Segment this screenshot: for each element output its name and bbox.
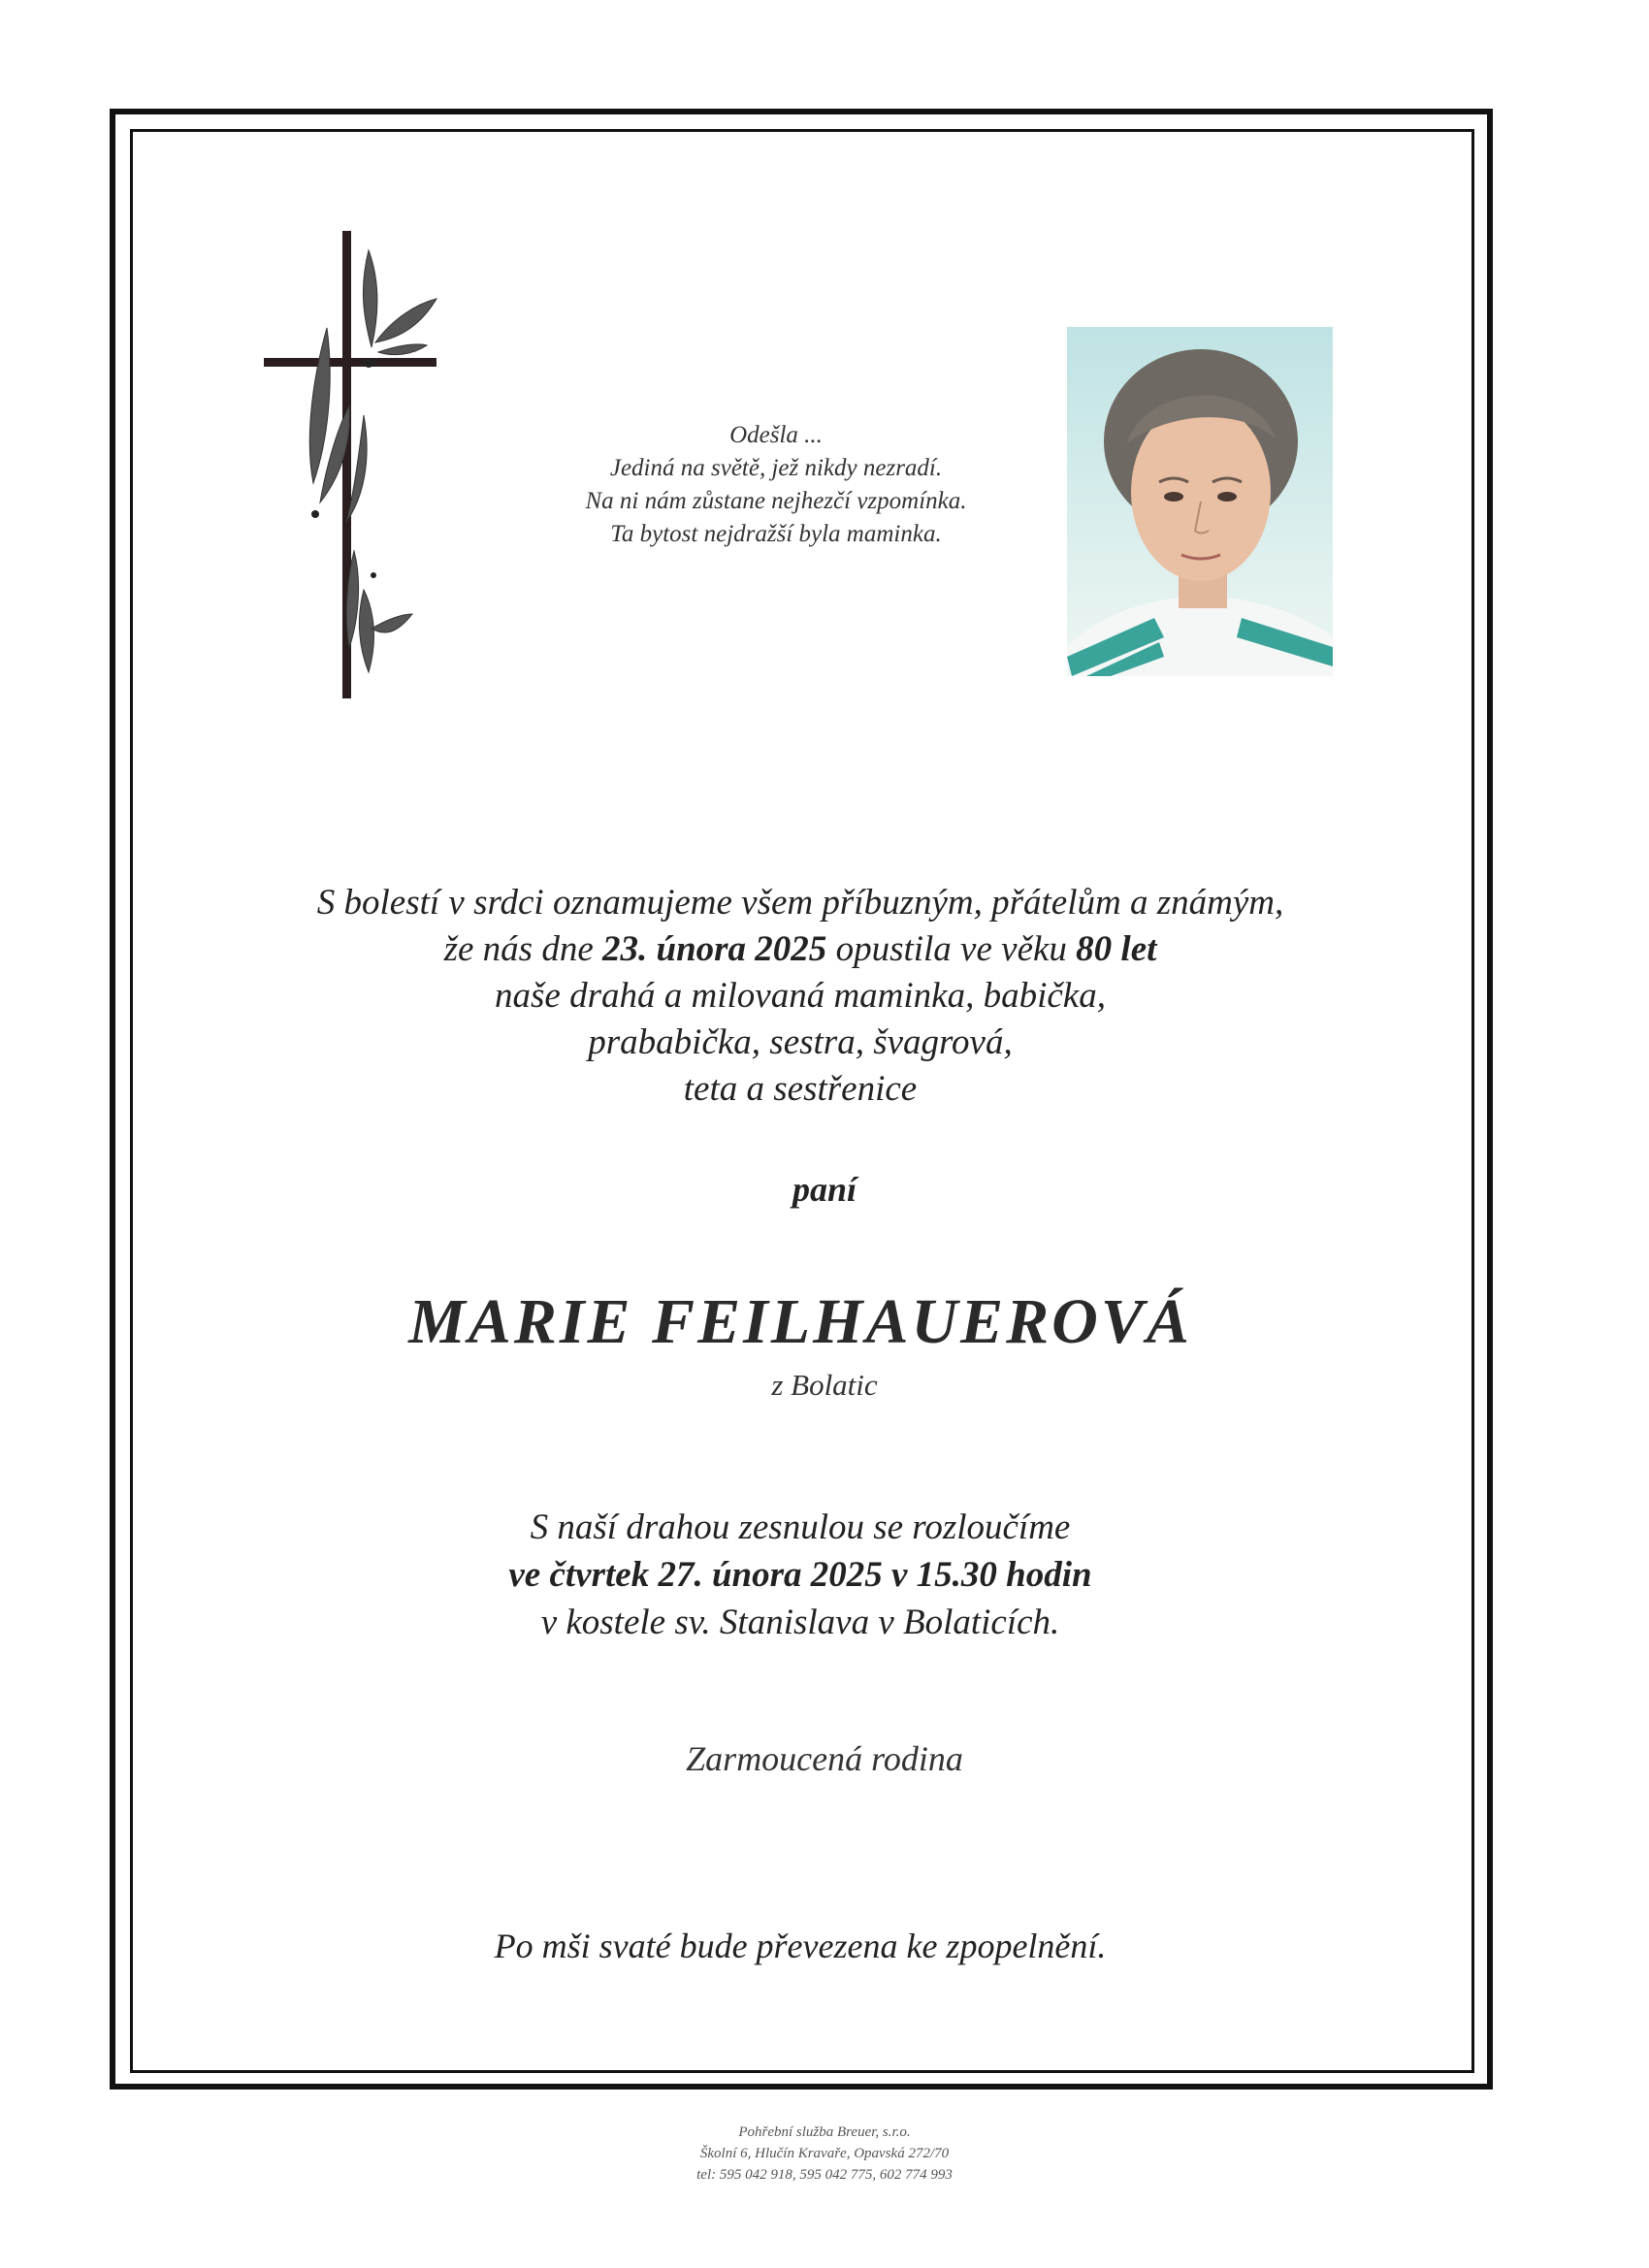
announcement-line [194,926,1406,973]
signature: Zarmoucená rodina [686,1739,963,1778]
ceremony-line: S naší drahou zesnulou se rozloučíme [530,1507,1071,1547]
announcement-line: prababička, sestra, švagrová, [588,1022,1013,1062]
ceremony-place: v kostele sv. Stanislava v Bolaticích. [540,1603,1060,1642]
title-word: paní [792,1170,857,1209]
text-fragment: opustila ve věku [826,929,1077,969]
footer-line: Pohřební služba Breuer, s.r.o. [738,2124,911,2140]
poem-line: Ta bytost nejdražší byla maminka. [610,521,942,547]
announcement [194,880,1406,1113]
funeral-service-footer [485,2122,1164,2186]
final-note: Po mši svaté bude převezena ke zpopelnění. [494,1927,1107,1965]
text-fragment: že nás dne [443,929,602,969]
announcement-line: teta a sestřenice [683,1069,918,1109]
deceased-name: MARIE FEILHAUEROVÁ [408,1286,1192,1357]
announcement-line: S bolestí v srdci oznamujeme všem příbuzným, přátelům a známým, [316,883,1284,923]
footer-line: Školní 6, Hlučín Kravaře, Opavská 272/70 [699,2146,950,2161]
ceremony-datetime: ve čtvrtek 27. února 2025 v 15.30 hodin [508,1555,1092,1595]
announcement-line: naše drahá a milovaná maminka, babička, [495,976,1106,1016]
poem-line: Odešla ... [729,422,823,448]
age: 80 let [1076,929,1157,969]
footer-line: tel: 595 042 918, 595 042 775, 602 774 993 [696,2167,953,2183]
ceremony-info [242,1504,1358,1646]
portrait-photo [1067,327,1333,676]
poem-line: Jediná na světě, jež nikdy nezradí. [609,455,943,481]
poem-line: Na ni nám zůstane nejhezčí vzpomínka. [585,488,967,514]
poem [504,419,1048,551]
origin: z Bolatic [771,1368,878,1402]
cross-with-leaves-icon [257,231,446,698]
death-date: 23. února 2025 [602,929,827,969]
